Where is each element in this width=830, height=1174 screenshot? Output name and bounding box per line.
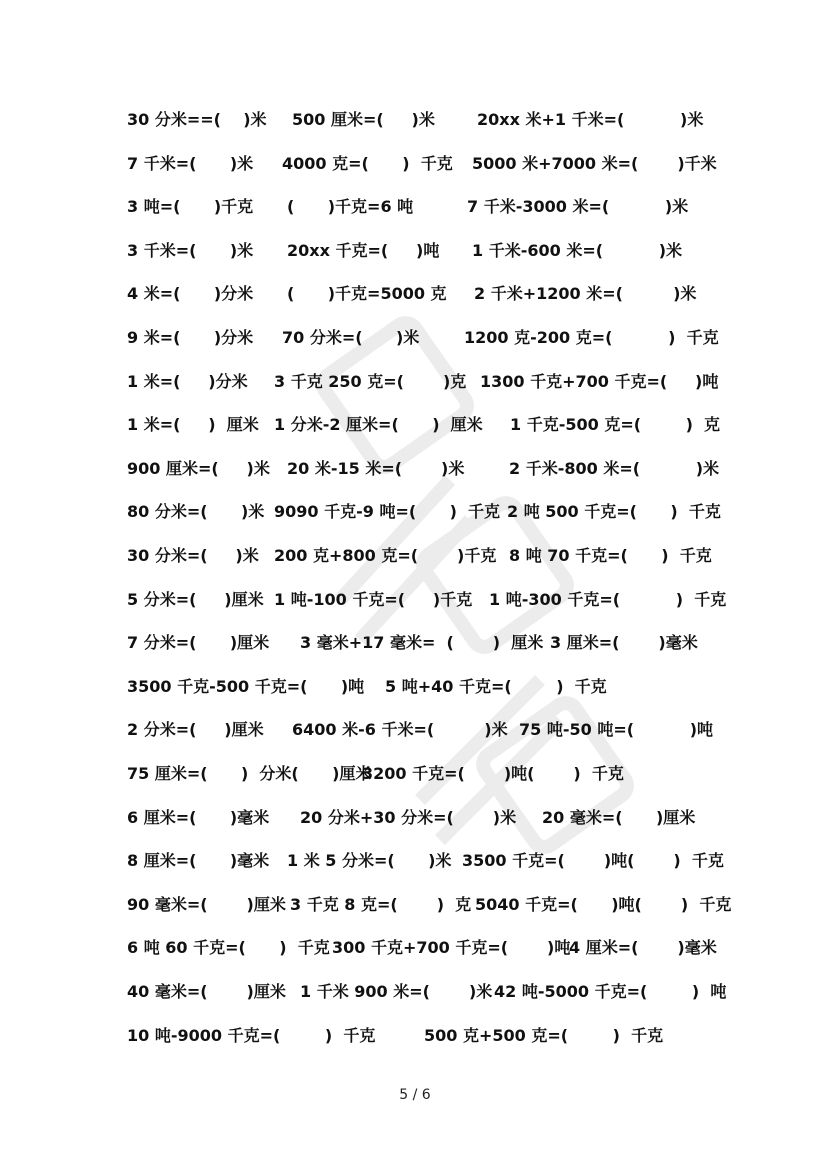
exercise-item: 20xx 米+1 千米=( )米	[477, 110, 704, 129]
exercise-row	[127, 718, 727, 742]
exercise-item: 500 厘米=( )米	[292, 110, 435, 129]
exercise-item: 10 吨-9000 千克=( ) 千克	[127, 1025, 376, 1045]
exercise-row	[127, 326, 727, 350]
exercise-item: 900 厘米=( )米	[127, 458, 270, 478]
exercise-item: 90 毫米=( )厘米	[127, 894, 286, 914]
exercise-item: 8 厘米=( )毫米	[127, 851, 270, 871]
exercise-item: 9090 千克-9 吨=( ) 千克	[274, 502, 501, 522]
exercise-item: 3500 千克=( )吨( ) 千克	[462, 851, 724, 871]
exercise-item: 1 千米-600 米=( )米	[472, 240, 683, 260]
exercise-item: 3 千克 250 克=( )克	[274, 371, 467, 391]
exercise-row	[127, 1024, 727, 1048]
exercise-row	[127, 893, 732, 917]
exercise-row	[127, 370, 727, 394]
exercise-item: 20 毫米=( )厘米	[542, 807, 696, 827]
exercise-item: 5040 千克=( )吨( ) 千克	[475, 894, 732, 914]
exercise-item: 1200 克-200 克=( ) 千克	[464, 328, 719, 347]
exercise-row	[127, 849, 727, 873]
exercise-item: 75 厘米=( ) 分米( )厘米	[127, 764, 372, 783]
exercise-item: 9 米=( )分米	[127, 328, 254, 347]
exercise-item: 6400 米-6 千米=( )米	[292, 720, 508, 740]
exercise-item: 20 分米+30 分米=( )米	[300, 807, 517, 827]
exercise-item: 30 分米==( )米	[127, 110, 267, 129]
exercise-row	[127, 588, 727, 612]
exercise-item: 1 米=( ) 厘米	[127, 415, 259, 435]
exercise-row	[127, 457, 727, 481]
exercise-item: 1300 千克+700 千克=( )吨	[480, 371, 719, 391]
exercise-item: 1 吨-100 千克=( )千克	[274, 589, 473, 609]
exercise-item: 70 分米=( )米	[282, 328, 420, 347]
exercise-item: 30 分米=( )米	[127, 546, 259, 565]
exercise-item: 2 分米=( )厘米	[127, 720, 264, 740]
exercise-item: 42 吨-5000 千克=( ) 吨	[494, 982, 727, 1001]
exercise-item: 6 厘米=( )毫米	[127, 807, 270, 827]
exercise-row	[127, 500, 727, 524]
exercise-item: 20xx 千克=( )吨	[287, 240, 440, 260]
exercise-item: 7 千米-3000 米=( )米	[467, 197, 689, 217]
exercise-item: 2 千米-800 米=( )米	[509, 458, 720, 478]
exercise-row	[127, 631, 727, 655]
exercise-item: 4000 克=( ) 千克	[282, 153, 453, 173]
exercise-row	[127, 544, 727, 568]
exercise-item: 3 千米=( )米	[127, 240, 254, 260]
exercise-row	[127, 980, 727, 1004]
exercise-row	[127, 282, 727, 306]
exercise-row	[127, 239, 727, 263]
exercise-item: 7 分米=( )厘米	[127, 633, 270, 653]
exercise-item: 1 米 5 分米=( )米	[287, 851, 452, 871]
exercise-item: 1 米=( )分米	[127, 371, 248, 391]
exercise-item: 3 厘米=( )毫米	[550, 633, 698, 653]
exercise-item: 1 千米 900 米=( )米	[300, 982, 493, 1001]
exercise-item: ( )千克=5000 克	[287, 284, 447, 304]
exercise-item: 40 毫米=( )厘米	[127, 982, 286, 1001]
exercise-item: 4 厘米=( )毫米	[569, 938, 717, 958]
exercise-row	[127, 936, 727, 960]
exercise-item: 500 克+500 克=( ) 千克	[424, 1025, 664, 1045]
exercise-row	[127, 108, 727, 132]
exercise-item: 4 米=( )分米	[127, 284, 254, 304]
exercise-row	[127, 195, 727, 219]
exercise-item: 3 千克 8 克=( ) 克	[290, 894, 472, 914]
exercise-item: 1 吨-300 千克=( ) 千克	[489, 589, 727, 609]
exercise-item: 5000 米+7000 米=( )千米	[472, 153, 717, 173]
page-number: 5 / 6	[399, 1087, 431, 1103]
exercise-row	[127, 413, 727, 437]
exercise-item: ( )千克=6 吨	[287, 197, 414, 217]
exercise-item: 75 吨-50 吨=( )吨	[519, 720, 714, 740]
exercise-item: 8 吨 70 千克=( ) 千克	[509, 546, 712, 565]
exercise-item: 1 分米-2 厘米=( ) 厘米	[274, 415, 483, 435]
exercise-item: 1 千克-500 克=( ) 克	[510, 415, 721, 435]
exercise-item: 2 吨 500 千克=( ) 千克	[507, 502, 721, 522]
exercise-item: 3500 千克-500 千克=( )吨	[127, 676, 365, 696]
exercise-item: 200 克+800 克=( )千克	[274, 546, 497, 565]
exercise-row	[127, 675, 727, 699]
exercise-item: 80 分米=( )米	[127, 502, 265, 522]
exercise-item: 20 米-15 米=( )米	[287, 458, 465, 478]
exercise-row	[127, 806, 727, 830]
exercise-item: 6 吨 60 千克=( ) 千克	[127, 938, 330, 958]
exercise-item: 300 千克+700 千克=( )吨	[332, 938, 571, 958]
exercise-item: 5 分米=( )厘米	[127, 589, 264, 609]
exercise-item: 3 毫米+17 毫米= ( ) 厘米	[300, 633, 544, 653]
exercise-item: 3200 千克=( )吨( ) 千克	[362, 764, 624, 783]
exercise-row	[127, 152, 727, 176]
exercise-item: 5 吨+40 千克=( ) 千克	[385, 676, 607, 696]
exercise-row	[127, 762, 727, 786]
exercise-item: 7 千米=( )米	[127, 153, 254, 173]
exercise-item: 2 千米+1200 米=( )米	[474, 284, 697, 304]
exercise-item: 3 吨=( )千克	[127, 197, 254, 217]
